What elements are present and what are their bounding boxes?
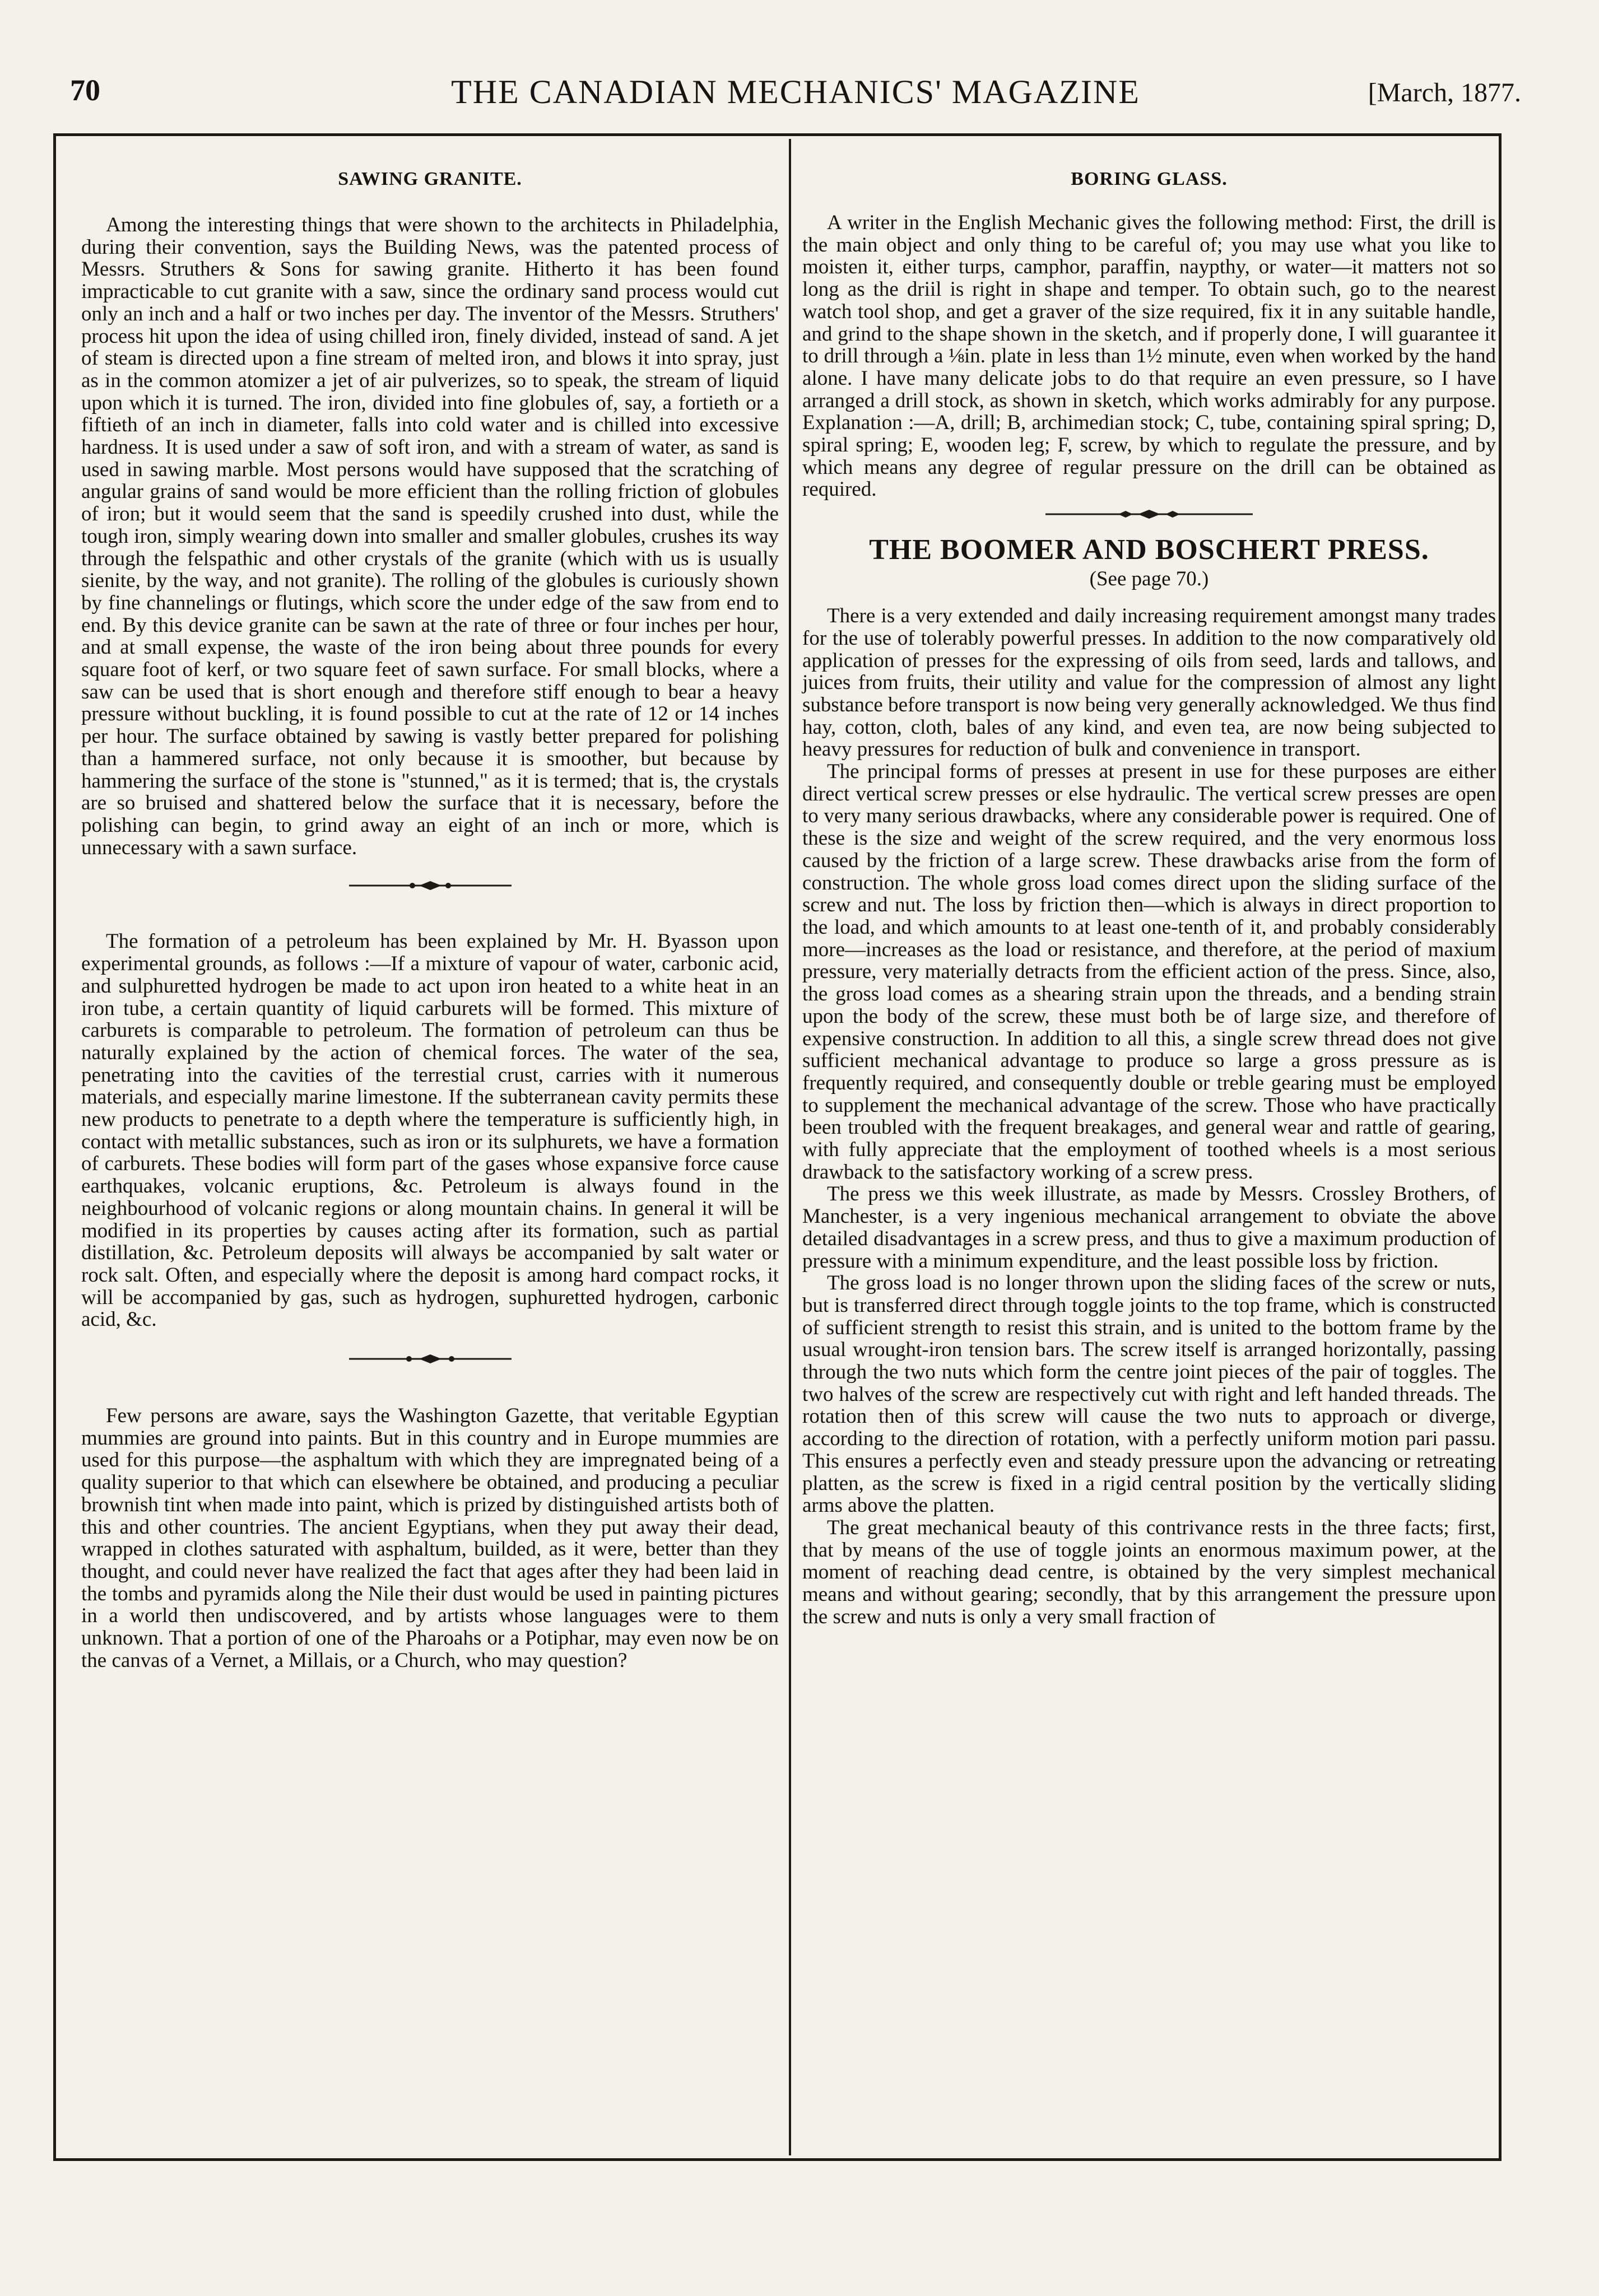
article-paragraph: Among the interesting things that were shown to the architects in Philadelphia, during their convention, says the Building News, was the patented process of Messrs. Struthers & Sons for sawing granite. Hitherto it has been found impracticable to cut granite with a saw, since the ordinary sand process would cut only an inch and a half or two inches per day. The inventor of the Messrs. Struthers' process hit upon the idea of using chilled iron, finely divided, instead of sand. A jet of steam is directed upon a fine stream of melted iron, and blows it into spray, just as in the common atomizer a jet of air pulverizes, so to speak, the stream of liquid upon which it is turned. The iron, divided into fine globules of, say, a fortieth or a fiftieth of an inch in diameter, falls into cold water and is chilled into excessive hardness. It is used under a saw of soft iron, and with a stream of water, as sand is used in sawing marble. Most persons would have supposed that the scratching of angular grains of sand would be more efficient than the rolling friction of globules of iron; but it would seem that the sand is speedily crushed into dust, while the tough iron, simply wearing down into smaller and smaller globules, crushes its way through the felspathic and other crystals of the granite (which with us is usually sienite, by the way, and not granite). The rolling of the globules is curiously shown by fine channelings or flutings, which score the under edge of the saw from end to end. By this device granite can be sawn at the rate of three or four inches per hour, and at small expense, the waste of the iron being about three pounds for every square foot of kerf, or two square feet of sawn surface. For small blocks, where a saw can be used that is short enough and therefore stiff enough to bear a heavy pressure without buckling, it is found possible to cut at the rate of 12 or 14 inches per hour. The surface obtained by sawing is vastly better prepared for polishing than a hammered surface, not only because it is smoother, but because by hammering the surface of the stone is "stunned," as it is termed; that is, the crystals are so bruised and shattered below the surface that it is necessary, before the polishing can begin, to grind away an eight of an inch or more, which is unnecessary with a sawn surface. <box>81 213 779 859</box>
magazine-title: THE CANADIAN MECHANICS' MAGAZINE <box>451 73 1140 110</box>
article-sawing-granite <box>81 168 779 859</box>
article-title: SAWING GRANITE. <box>338 169 522 189</box>
article-paragraph: Few persons are aware, says the Washington Gazette, that veritable Egyptian mummies are ground into paints. But in this country and in Europe mummies are used for this purpose—the asphaltum with which they are impregnated being of a quality superior to that which can elsewhere be obtained, and producing a peculiar brownish tint when made into paint, which is prized by distinguished artists both of this and other countries. The ancient Egyptians, when they put away their dead, wrapped in clothes saturated with asphaltum, builded, as it were, better than they thought, and could never have realized the fact that ages after they had been laid in the tombs and pyramids along the Nile their dust would be used in painting pictures in a world then undiscovered, and by artists whose languages were to them unknown. That a portion of one of the Pharoahs or a Potiphar, may even now be on the canvas of a Vernet, a Millais, or a Church, who may question? <box>81 1404 779 1672</box>
article-title: BORING GLASS. <box>1071 169 1228 189</box>
running-head <box>70 73 1521 123</box>
section-ornament <box>1043 509 1256 520</box>
article-mummies <box>81 1405 779 1671</box>
article-subtitle: (See page 70.) <box>1089 567 1209 591</box>
article-paragraph: The press we this week illustrate, as made by Messrs. Crossley Brothers, of Manchester, is a very ingenious mechanical arrangement to obviate the above detailed disadvantages in a screw press, and thus to give a maximum production of pressure with a minimum expenditure, and the least possible loss by friction. <box>802 1182 1496 1273</box>
article-boomer-boschert-press <box>802 533 1496 1628</box>
article-boring-glass <box>802 168 1496 501</box>
article-paragraph: A writer in the English Mechanic gives the following method: First, the drill is the main object and only thing to be careful of; you may use what you like to moisten it, either turps, camphor, paraffin, naypthy, or water—it matters not so long as the driil is right in shape and temper. To obtain such, go to the nearest watch tool shop, and get a graver of the size required, fix it in any suitable handle, and grind to the shape shown in the sketch, and if properly done, I will guarantee it to drill through a ⅛in. plate in less than 1½ minute, even when worked by the hand alone. I have many delicate jobs to do that require an even pressure, so I have arranged a drill stock, as shown in sketch, which works admirably for any purpose. Explanation :—A, drill; B, archimedian stock; C, tube, containing spiral spring; D, spiral spring; E, wooden leg; F, screw, by which to regulate the pressure, and by which means any degree of regular pressure on the drill can be obtained as required. <box>802 211 1496 501</box>
article-paragraph: The formation of a petroleum has been explained by Mr. H. Byasson upon experimental grounds, as follows :—If a mixture of vapour of water, carbonic acid, and sulphuretted hydrogen be made to act upon iron heated to a white heat in an iron tube, a certain quantity of liquid carburets will be formed. This mixture of carburets is comparable to petroleum. The formation of petroleum can thus be naturally explained by the action of chemical forces. The water of the sea, penetrating into the cavities of the terrestial crust, carries with it numerous materials, and especially marine limestone. If the subterranean cavity permits these new products to penetrate to a depth where the temperature is sufficiently high, in contact with metallic substances, such as iron or its sulphurets, we have a formation of carburets. These bodies will form part of the gases whose expansive force cause earthquakes, volcanic eruptions, &c. Petroleum is always found in the neighbourhood of volcanic regions or along mountain chains. In general it will be modified in its properties by causes acting after its formation, such as partial distillation, &c. Petroleum deposits will always be accompanied by salt water or rock salt. Often, and especially where the deposit is among hard compact rocks, it will be accompanied by gas, such as hydrogen, suphuretted hydrogen, carbonic acid, &c. <box>81 930 779 1331</box>
section-ornament <box>346 880 514 891</box>
article-paragraph: There is a very extended and daily increasing requirement amongst many trades for the use of tolerably powerful presses. In addition to the now comparatively old application of presses for the expressing of oils from seed, lards and tallows, and juices from fruits, their utility and value for the compression of almost any light substance before transport is now being very generally acknowledged. We thus find hay, cotton, cloth, bales of any kind, and even tea, are now being subjected to heavy pressures for reduction of bulk and convenience in transport. <box>802 604 1496 761</box>
left-column <box>81 168 779 1671</box>
issue-date: [March, 1877. <box>1368 78 1521 108</box>
page-number: 70 <box>70 73 100 107</box>
section-ornament <box>346 1353 514 1364</box>
article-title: THE BOOMER AND BOSCHERT PRESS. <box>869 534 1429 566</box>
right-column <box>802 168 1496 1628</box>
column-rule <box>789 139 791 2155</box>
article-paragraph: The principal forms of presses at present in use for these purposes are either direct vertical screw presses or else hydraulic. The vertical screw presses are open to very many serious drawbacks, where any considerable power is required. One of these is the size and weight of the screw required, and the very enormous loss caused by the friction of a large screw. These drawbacks arise from the form of construction. The whole gross load comes direct upon the sliding surface of the screw and nut. The loss by friction then—which is always in direct proportion to the load, and which amounts to at least one-tenth of it, and probably considerably more—increases as the load or resistance, and therefore, at the period of maxium pressure, very materially detracts from the efficient action of the press. Since, also, the gross load comes as a shearing strain upon the threads, and a bending strain upon the body of the screw, these must both be of large size, and therefore of expensive construction. In addition to all this, a single screw thread does not give sufficient mechanical advantage to produce so large a gross pressure as is frequently required, and consequently double or treble gearing must be employed to supplement the mechanical advantage of the screw. Those who have practically been troubled with the frequent breakages, and general wear and rattle of gearing, with fully appreciate that the employment of toothed wheels is a most serious drawback to the satisfactory working of a screw press. <box>802 760 1496 1184</box>
article-petroleum <box>81 930 779 1331</box>
article-paragraph: The great mechanical beauty of this contrivance rests in the three facts; first, that by means of the use of toggle joints an enormous maximum power, at the moment of reaching dead centre, is obtained by the very simplest mechanical means and without gearing; secondly, that by this arrangement the pressure upon the screw and nuts is only a very small fraction of <box>802 1516 1496 1628</box>
article-paragraph: The gross load is no longer thrown upon the sliding faces of the screw or nuts, but is transferred direct through toggle joints to the top frame, which is constructed of sufficient strength to resist this strain, and is united to the bottom frame by the usual wrought-iron tension bars. The screw itself is arranged horizontally, passing through the two nuts which form the centre joint pieces of the pair of toggles. The two halves of the screw are respectively cut with right and left handed threads. The rotation then of this screw will cause the two nuts to approach or diverge, according to the direction of rotation, with a perfectly uniform motion pari passu. This ensures a perfectly even and steady pressure upon the advancing or retreating platten, as the screw is fixed in a rigid central position by the vertically sliding arms above the platten. <box>802 1272 1496 1517</box>
